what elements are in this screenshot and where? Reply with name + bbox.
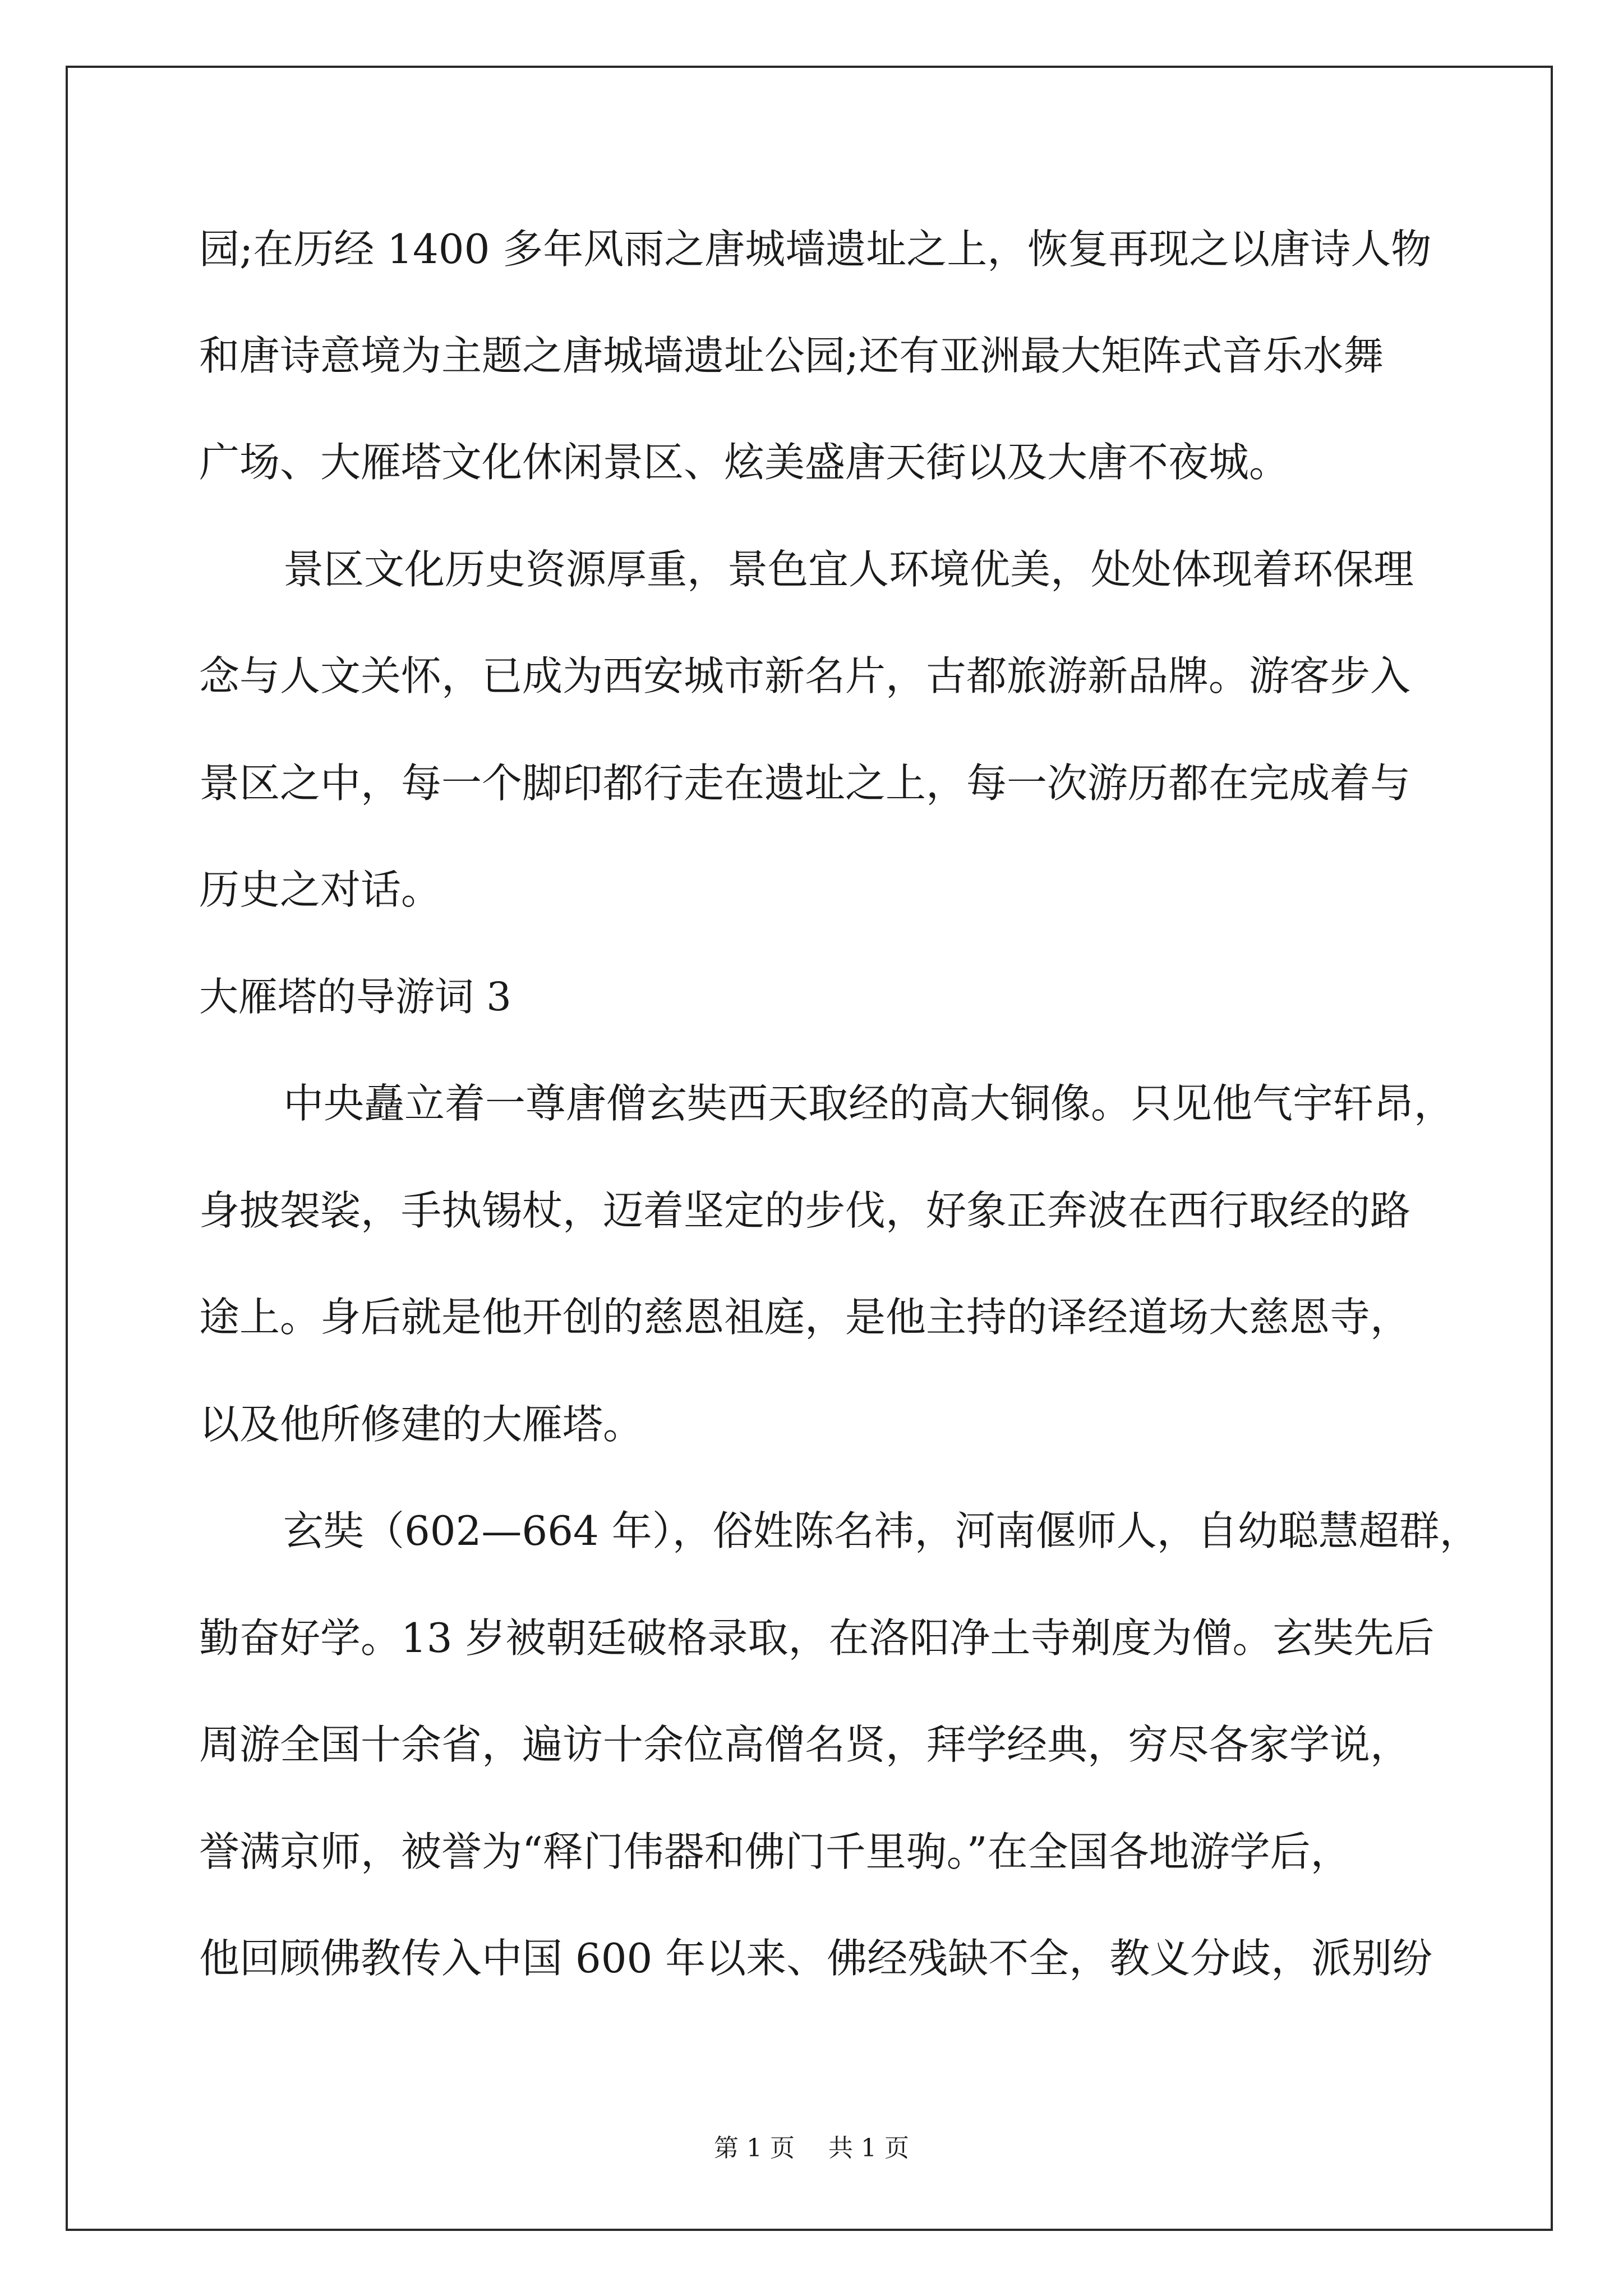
text-line: 周游全国十余省，遍访十余位高僧名贤，拜学经典，穷尽各家学说，	[199, 1721, 1411, 1768]
text-line: 途上。身后就是他开创的慈恩祖庭，是他主持的译经道场大慈恩寺，	[199, 1294, 1411, 1341]
text-line: 和唐诗意境为主题之唐城墙遗址公园;还有亚洲最大矩阵式音乐水舞	[199, 332, 1384, 379]
page-number: 第 1 页	[714, 2134, 795, 2162]
text-line: 广场、大雁塔文化休闲景区、炫美盛唐天街以及大唐不夜城。	[199, 439, 1290, 486]
page-footer	[0, 2132, 1623, 2165]
text-line: 誉满京师，被誉为“释门伟器和佛门千里驹。”在全国各地游学后，	[199, 1828, 1351, 1875]
text-line: 以及他所修建的大雁塔。	[199, 1401, 644, 1448]
paragraph-start-line: 中央矗立着一尊唐僧玄奘西天取经的高大铜像。只见他气宇轩昂，	[283, 1080, 1455, 1127]
section-heading: 大雁塔的导游词 3	[199, 974, 511, 1020]
page-total: 共 1 页	[828, 2134, 909, 2162]
text-line: 景区之中，每一个脚印都行走在遗址之上，每一次游历都在完成着与	[199, 760, 1411, 807]
paragraph-start-line: 玄奘（602—664 年），俗姓陈名祎，河南偃师人，自幼聪慧超群，	[283, 1507, 1480, 1554]
text-line: 勤奋好学。13 岁被朝廷破格录取，在洛阳净土寺剃度为僧。玄奘先后	[199, 1614, 1435, 1662]
page-border	[66, 66, 1553, 2231]
text-line: 身披袈裟，手执锡杖，迈着坚定的步伐，好象正奔波在西行取经的路	[199, 1187, 1411, 1234]
text-line: 念与人文关怀，已成为西安城市新名片，古都旅游新品牌。游客步入	[199, 652, 1411, 700]
paragraph-start-line: 景区文化历史资源厚重，景色宜人环境优美，处处体现着环保理	[283, 546, 1414, 593]
text-line: 他回顾佛教传入中国 600 年以来、佛经残缺不全，教义分歧，派别纷	[199, 1935, 1433, 1982]
text-line: 园;在历经 1400 多年风雨之唐城墙遗址之上，恢复再现之以唐诗人物	[199, 226, 1432, 273]
text-line: 历史之对话。	[199, 866, 442, 913]
